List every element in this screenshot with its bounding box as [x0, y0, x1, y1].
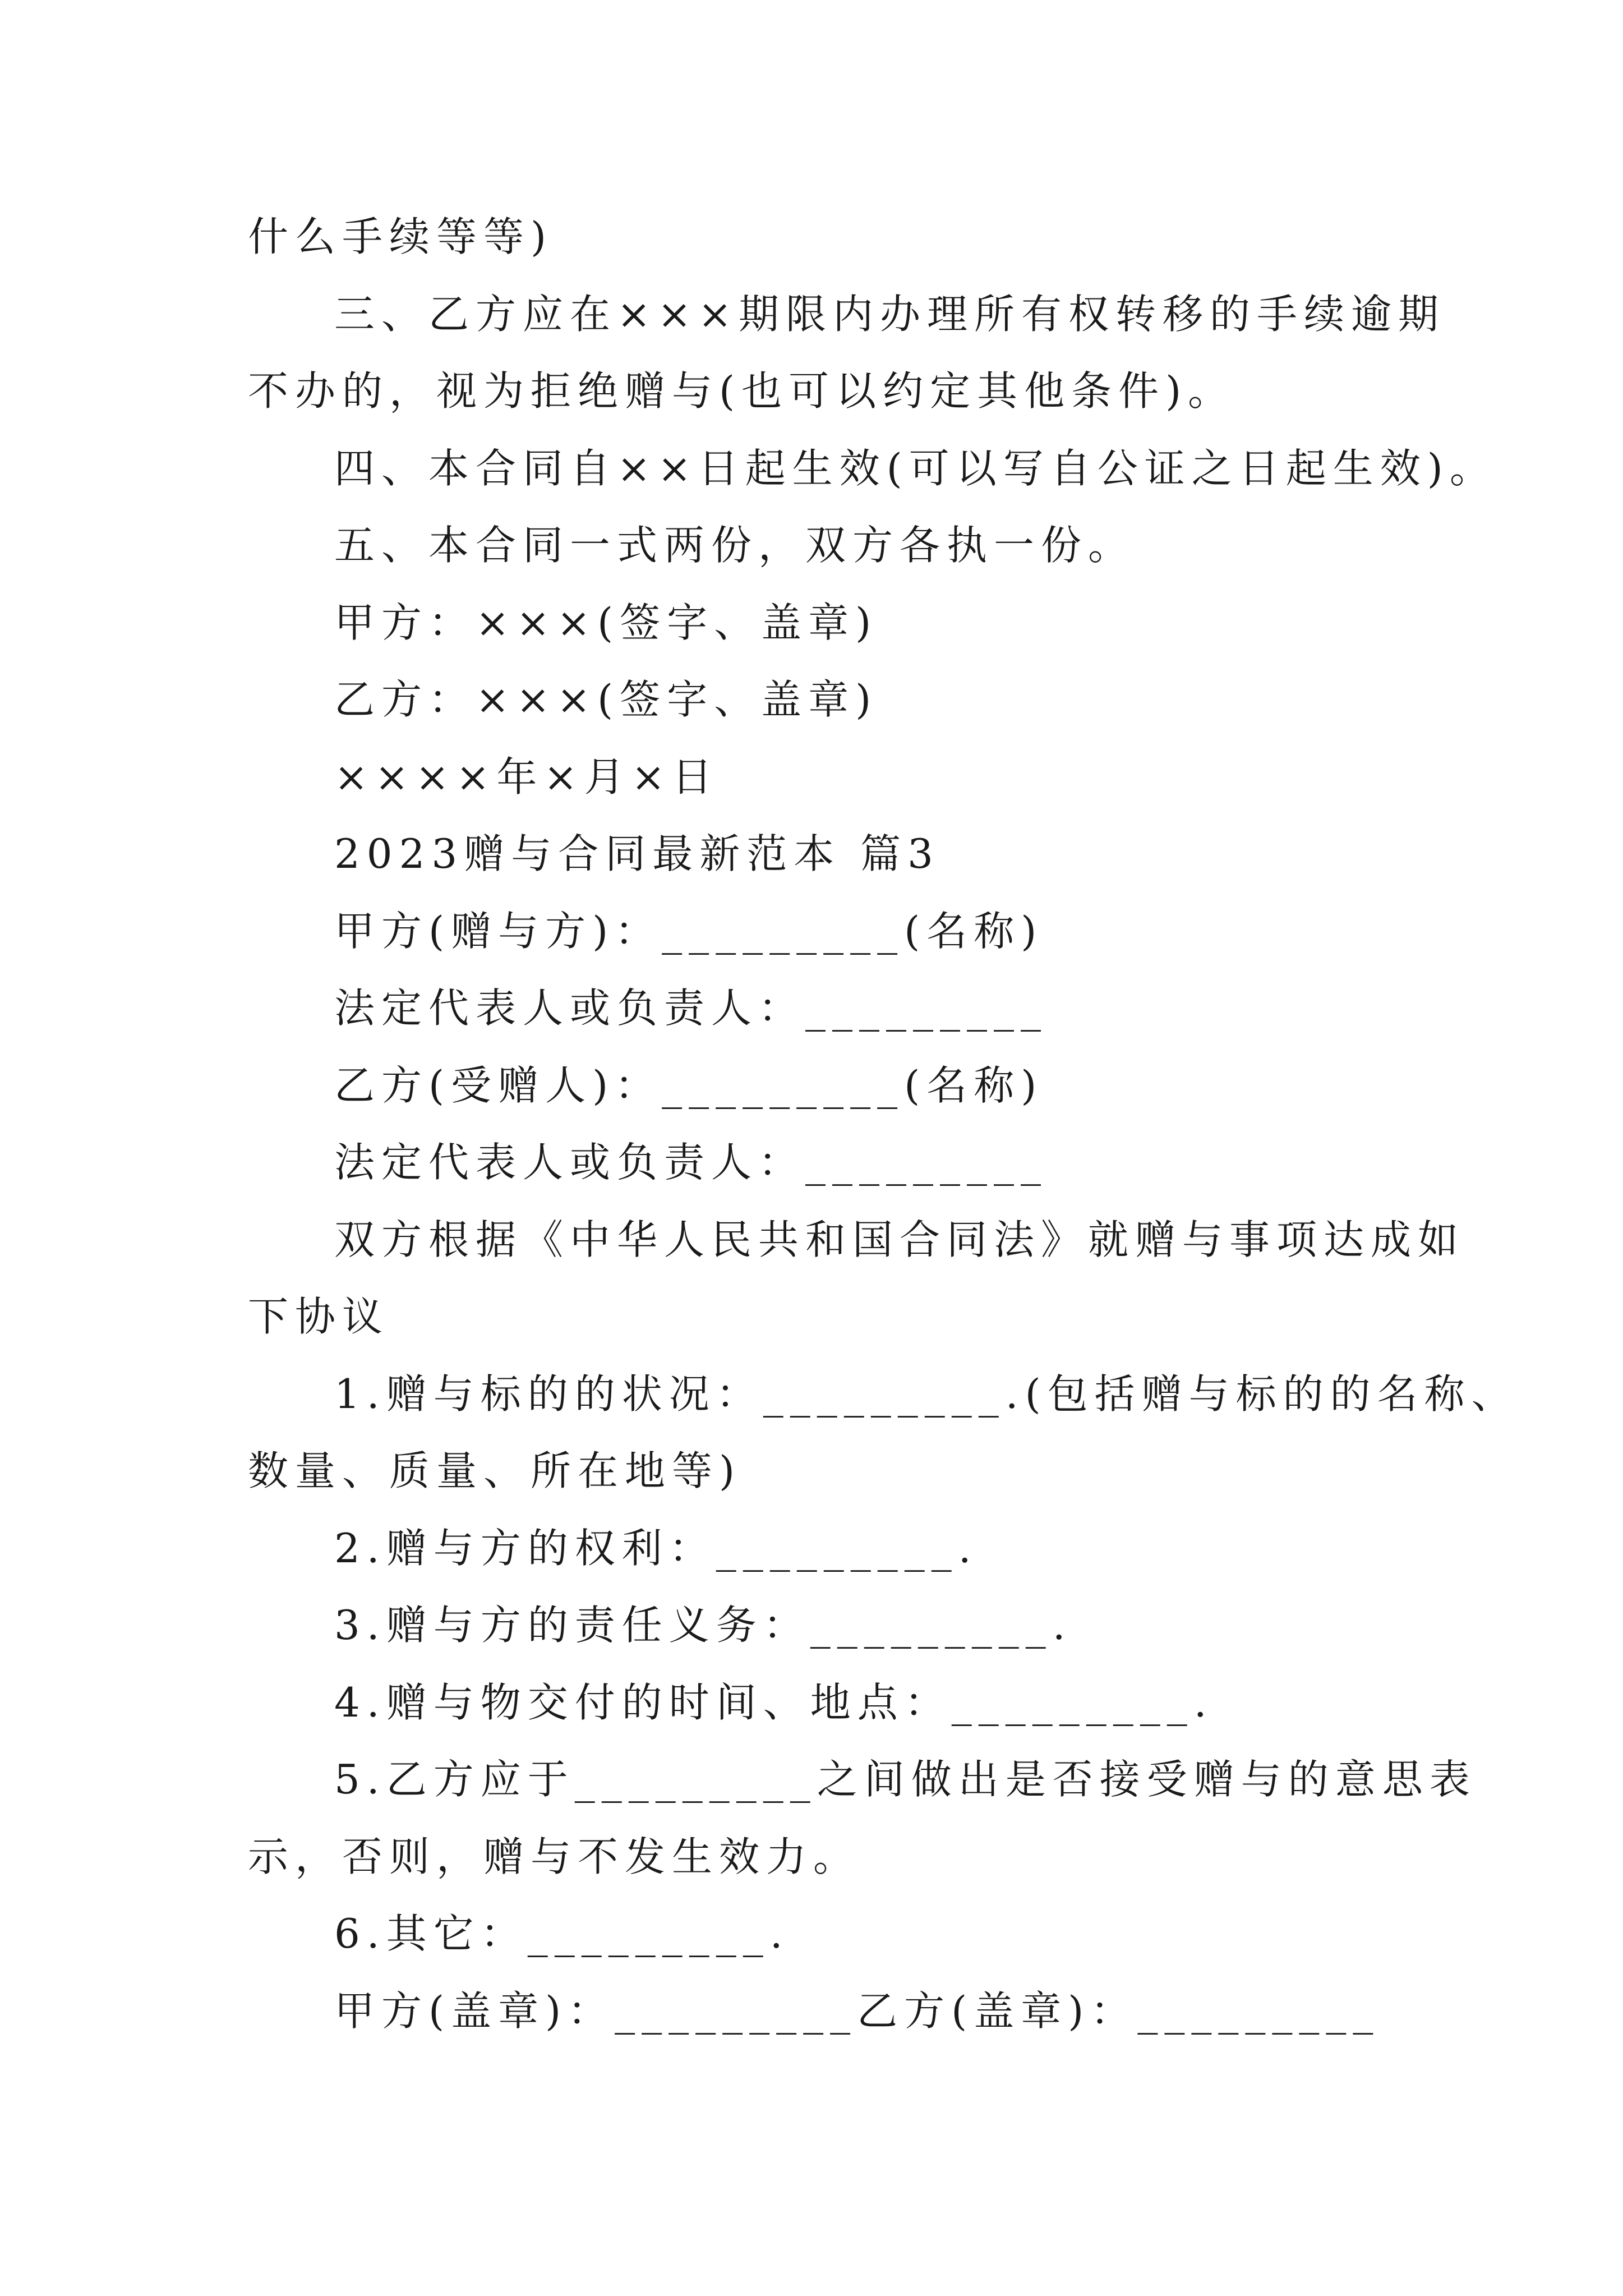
- text-line: 5.乙方应于_________之间做出是否接受赠与的意思表: [334, 1756, 1477, 1803]
- text-line: 法定代表人或负责人：_________: [334, 1139, 1048, 1186]
- text-line: 双方根据《中华人民共和国合同法》就赠与事项达成如: [334, 1216, 1465, 1263]
- text-line: 甲方：×××(签字、盖章): [334, 599, 878, 646]
- text-line: 4.赠与物交付的时间、地点：_________.: [334, 1679, 1214, 1726]
- section-heading: 2023赠与合同最新范本 篇3: [334, 830, 940, 877]
- text-line: 1.赠与标的的状况：_________.(包括赠与标的的名称、: [334, 1370, 1519, 1418]
- text-line: 数量、质量、所在地等): [248, 1447, 742, 1494]
- text-line: 法定代表人或负责人：_________: [334, 984, 1048, 1032]
- text-line: 乙方：×××(签字、盖章): [334, 676, 878, 723]
- text-line: 甲方(赠与方)：_________(名称): [334, 908, 1044, 955]
- text-line: 四、本合同自××日起生效(可以写自公证之日起生效)。: [334, 445, 1497, 492]
- text-line: 3.赠与方的责任义务：_________.: [334, 1602, 1072, 1649]
- text-line: 2.赠与方的权利：_________.: [334, 1525, 978, 1572]
- text-line: 示，否则，赠与不发生效力。: [248, 1833, 861, 1880]
- text-line: 下协议: [248, 1293, 390, 1340]
- signature-line: 甲方(盖章)：_________乙方(盖章)：_________: [334, 1987, 1380, 2035]
- text-line: 什么手续等等): [248, 213, 554, 260]
- text-line: 三、乙方应在×××期限内办理所有权转移的手续逾期: [334, 291, 1445, 338]
- text-line: 乙方(受赠人)：_________(名称): [334, 1062, 1044, 1109]
- text-line: ××××年×月×日: [334, 753, 719, 800]
- text-line: 五、本合同一式两份，双方各执一份。: [334, 522, 1136, 569]
- text-line: 6.其它：_________.: [334, 1910, 790, 1957]
- text-line: 不办的，视为拒绝赠与(也可以约定其他条件)。: [248, 367, 1235, 415]
